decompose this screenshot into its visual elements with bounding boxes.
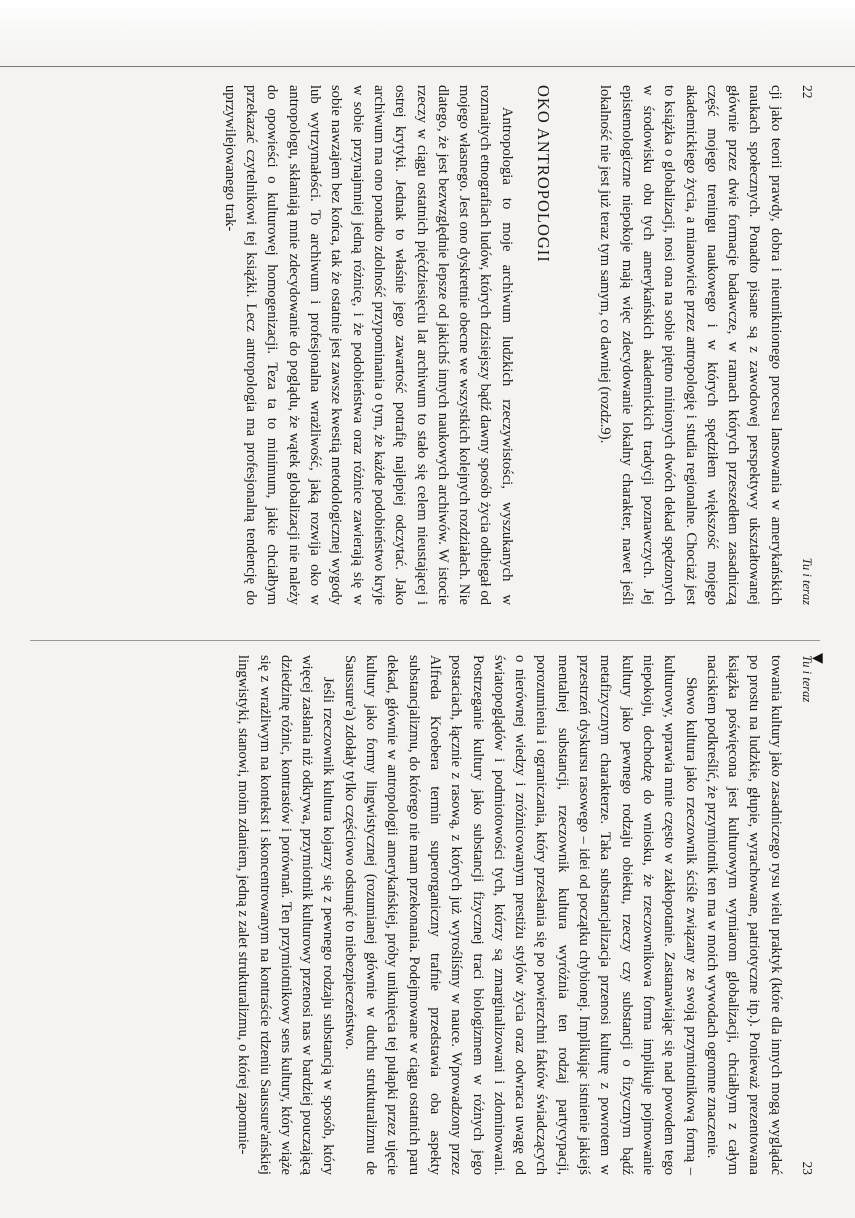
paragraph: towania kultury jako zasadniczego rysu wielu praktyk (które dla innych mogą wyglądać po prostu na ludzkie, głupie, wyrachowane, patriotyczne itp.). Ponieważ prezentowana książka poświęcona jest kulturowym wymiarom globalizacji, chciałbym z całym naciskiem podkreślić, że przymiotnik ten ma w moich wywodach ogromne znaczenie. <box>703 655 784 1175</box>
page-header <box>796 85 818 605</box>
scan-rule-top <box>0 66 855 67</box>
page-divider <box>30 640 820 641</box>
page-header <box>796 655 818 1175</box>
paragraph: Słowo kultura jako rzeczownik ściśle związany ze swoją przymiotnikową formą – kulturowy, wprawia mnie często w zakłopotanie. Zastanawiając się nad powodem tego niepokoju, dochodzę do wniosku, że rzeczownikowa forma implikuje pojmowanie kultury jako pewnego rodzaju obiektu, rzeczy czy substancji o fizycznym bądź metafizycznym charakterze. Taka substancjalizacja przenosi kulturę z powrotem w przestrzeń dyskursu rasowego – idei od początku chybionej. Implikując istnienie jakiejś mentalnej substancji, rzeczownik kultura wyróżnia ten rodzaj partycypacji, porozumienia i ograniczania, który przesłania się po powierzchni faktów świadczących o nierównej wiedzy i zróżnicowanym prestiżu stylów życia oraz odwraca uwagę od światopoglądów i podmiotowości tych, którzy są zmarginalizowani i zdominowani. Postrzeganie kultury jako substancji fizycznej traci biologizmem w różnych jego postaciach, łącznie z rasową, z których już wyrośliśmy w nauce. Wprowadzony przez Alfreda Kroebera termin superorganiczny trafnie przedstawia oba aspekty substancjalizmu, do którego nie mam przekonania. Podejmowane w ciągu ostatnich paru dekad, głównie w antropologii amerykańskiej, próby uniknięcia tej pułapki przez ujęcie kultury jako formy lingwistycznej (rozumianej głównie w duchu strukturalizmu de Saussure'a) zdołały tylko częściowo odsunąć to niebezpieczeństwo. <box>341 655 699 1175</box>
page-number: 23 <box>800 1161 815 1175</box>
page-number: 22 <box>800 85 815 99</box>
running-title: Tu i teraz <box>800 655 814 703</box>
paragraph: Antropologia to moje archiwum ludzkich rzeczywistości, wyszukanych w rozmaitych etnografiach ludów, których dzisiejszy bądź dawny sposób życia odbiegał od mojego własnego. Jest ono dyskretnie obecne we wszystkich kolejnych rozdziałach. Nie dlatego, że jest bezwzględnie lepsze od jakichś innych naukowych archiwów. W istocie rzeczy w ciągu ostatnich pięćdziesięciu lat archiwum to stało się celem nieustającej i ostrej krytyki. Jednak to właśnie jego zawartość potrafię najlepiej odczytać. Jako archiwum ma ono ponadto zdolność przypominania o tym, że każde podobieństwo kryje w sobie przynajmniej jedną różnicę, i że podobieństwa oraz różnice zawierają się w sobie nawzajem bez końca, tak że ostatnie jest zawsze kwestią metodologicznej wygody lub wytrzymałości. To archiwum i profesjonalna wrażliwość, jaką rozwija oko w antropologu, skłaniają mnie zdecydowanie do poglądu, że wątek globalizacji nie należy do opowieści o kulturowej homogenizacji. Teza ta to minimum, jakie chciałbym przekazać czytelnikowi tej książki. Lecz antropologia ma profesjonalną tendencję do uprzywilejowanego trak- <box>221 85 515 605</box>
running-title: Tu i teraz <box>800 557 814 605</box>
paragraph: Jeśli rzeczownik kultura kojarzy się z pewnego rodzaju substancją w sposób, który więcej zasłania niż odkrywa, przymiotnik kulturowy przenosi nas w bardziej pouczającą dziedzinę różnic, kontrastów i porównań. Ten przymiotnikowy sens kultury, który wiąże się z wrażliwym na kontekst i skoncentrowanym na kontraście rdzeniu Saussure'ańskiej lingwistyki, stanowi, moim zdaniem, jedną z zalet strukturalizmu, o której zapomnie- <box>235 655 337 1175</box>
scan-top-margin <box>0 0 855 70</box>
arrow-marker-icon: ◀ <box>812 651 823 666</box>
section-heading: OKO ANTROPOLOGII <box>534 85 554 263</box>
paragraph: cji jako teorii prawdy, dobra i nieuniknionego procesu lansowania w amerykańskich naukach społecznych. Ponadto pisane są z zawodowej perspektywy ukształtowanej głównie przez dwie formacje badawcze, w ramach których przeszedłem zasadniczą część mojego treningu naukowego i w których spędziłem większość mojego akademickiego życia, a mianowicie przez antropologię i studia regionalne. Chociaż jest to książka o globalizacji, nosi ona na sobie piętno minionych dwóch dekad spędzonych w środowisku obu tych amerykańskich akademickich tradycji poznawczych. Jej epistemologiczne niepokoje mają więc zdecydowanie lokalny charakter, nawet jeśli lokalność nie jest już teraz tym samym, co dawniej (rozdz.9). <box>597 85 784 605</box>
page-22 <box>38 85 818 605</box>
page-23 <box>38 655 818 1175</box>
